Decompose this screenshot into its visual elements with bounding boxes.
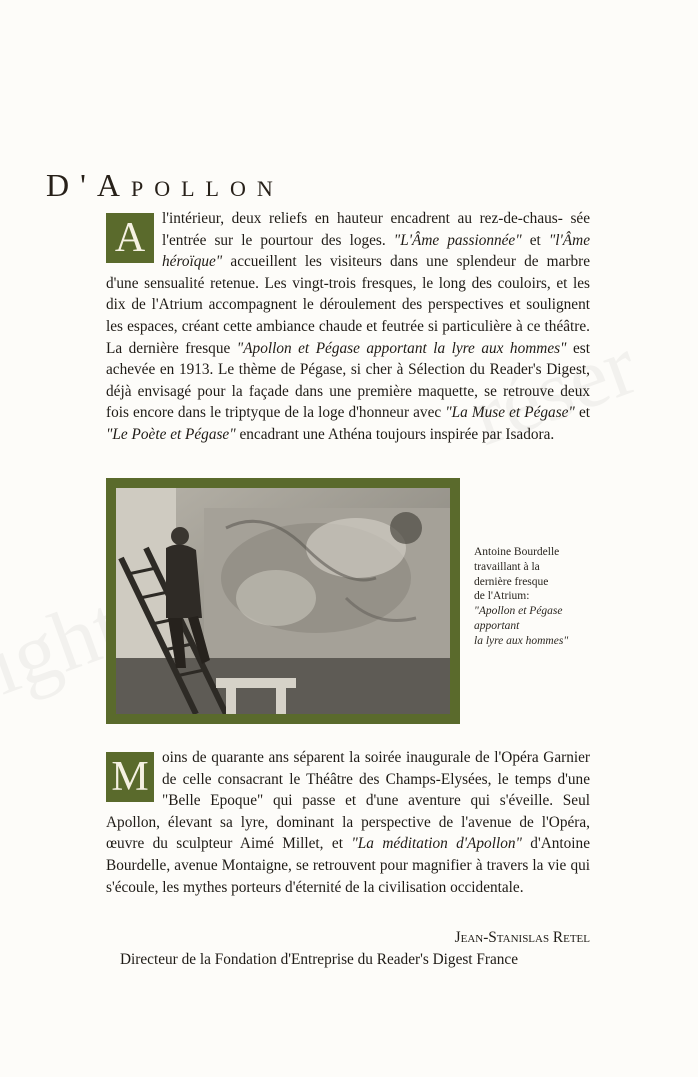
dropcap-a: A — [106, 213, 154, 263]
para1-quote-ame-passionnee: "L'Âme passionnée" — [393, 231, 522, 249]
caption-line-5: "Apollon et Pégase — [474, 605, 563, 618]
signature-name — [455, 929, 590, 947]
para2-text-1: oins de quarante ans séparent la soirée inaugurale de l'Opéra Garnier de celle consacrant le Théâtre des Champs-Elysées, le temps d'une "Belle Epoque" qui passe et d'une aventure qui s'éveille. Seul Apollon, élevant sa lyre, dominant la perspective de l'avenue de l'Opéra, œuvre du sculpteur Aimé Millet, et — [106, 749, 590, 853]
photograph-icon — [116, 488, 450, 714]
signature-text: Jean-Stanislas Retel — [454, 929, 590, 946]
para1-text-1: l'intérieur, deux reliefs en hauteur encadrent au rez-de-chaus- — [162, 210, 563, 227]
paragraph-intro — [106, 208, 590, 446]
para2-text-2: d'Antoine Bourdelle, avenue Montaigne, se retrouvent pour magnifier à travers la vie qui s'écoule, les mythes porteurs d'éternité de la civilisation occidentale. — [106, 835, 590, 896]
photo-caption — [474, 545, 614, 649]
caption-line-1: Antoine Bourdelle — [474, 546, 560, 558]
caption-line-4: de l'Atrium: — [474, 590, 530, 603]
para1-text-2: sée l'entrée sur le pourtour des loges. — [162, 210, 591, 249]
caption-line-3: dernière fresque — [474, 575, 549, 588]
para1-text-7: encadrant une Athéna toujours inspirée par Isadora. — [235, 425, 555, 443]
caption-line-2: travaillant à la — [474, 560, 540, 573]
para1-text-4: accueillent les visiteurs dans une splendeur de marbre d'une sensualité retenue. Les vingt-trois fresques, le long des couloirs, et les dix de l'Atrium accompagnent le déroulement des perspectives et soulignent les espaces, créant cette ambiance chaude et feutrée si particulière à ce théâtre. La dernière fresque — [106, 253, 590, 357]
para1-quote-poete-pegase: "Le Poète et Pégase" — [106, 425, 236, 443]
dropcap-m: M — [106, 752, 154, 802]
para1-text-3: et — [521, 231, 549, 249]
photo-frame — [106, 478, 460, 724]
fresco-photo-illustration — [116, 488, 450, 714]
para1-quote-apollon-pegase: "Apollon et Pégase apportant la lyre aux hommes" — [236, 339, 567, 357]
para1-quote-muse-pegase: "La Muse et Pégase" — [445, 404, 575, 422]
signature-title: Directeur de la Fondation d'Entreprise du Reader's Digest France — [120, 951, 519, 968]
para1-quote-ame-heroique: "l'Âme héroïque" — [162, 231, 590, 271]
caption-line-6: apportant — [474, 619, 520, 632]
para1-text-5: est achevée en 1913. Le thème de Pégase, si cher à Sélection du Reader's Digest, déjà envisagé pour la façade dans une première maquette, se retrouve deux fois encore dans le triptyque de la loge d'honneur avec — [106, 339, 590, 422]
caption-line-7: la lyre aux hommes" — [474, 634, 569, 647]
paragraph-conclusion — [106, 747, 590, 898]
heading-text: D'Apollon — [46, 167, 284, 204]
page-heading — [46, 167, 284, 204]
para2-quote-meditation: "La méditation d'Apollon" — [351, 835, 522, 853]
para1-text-6: et — [574, 404, 590, 422]
